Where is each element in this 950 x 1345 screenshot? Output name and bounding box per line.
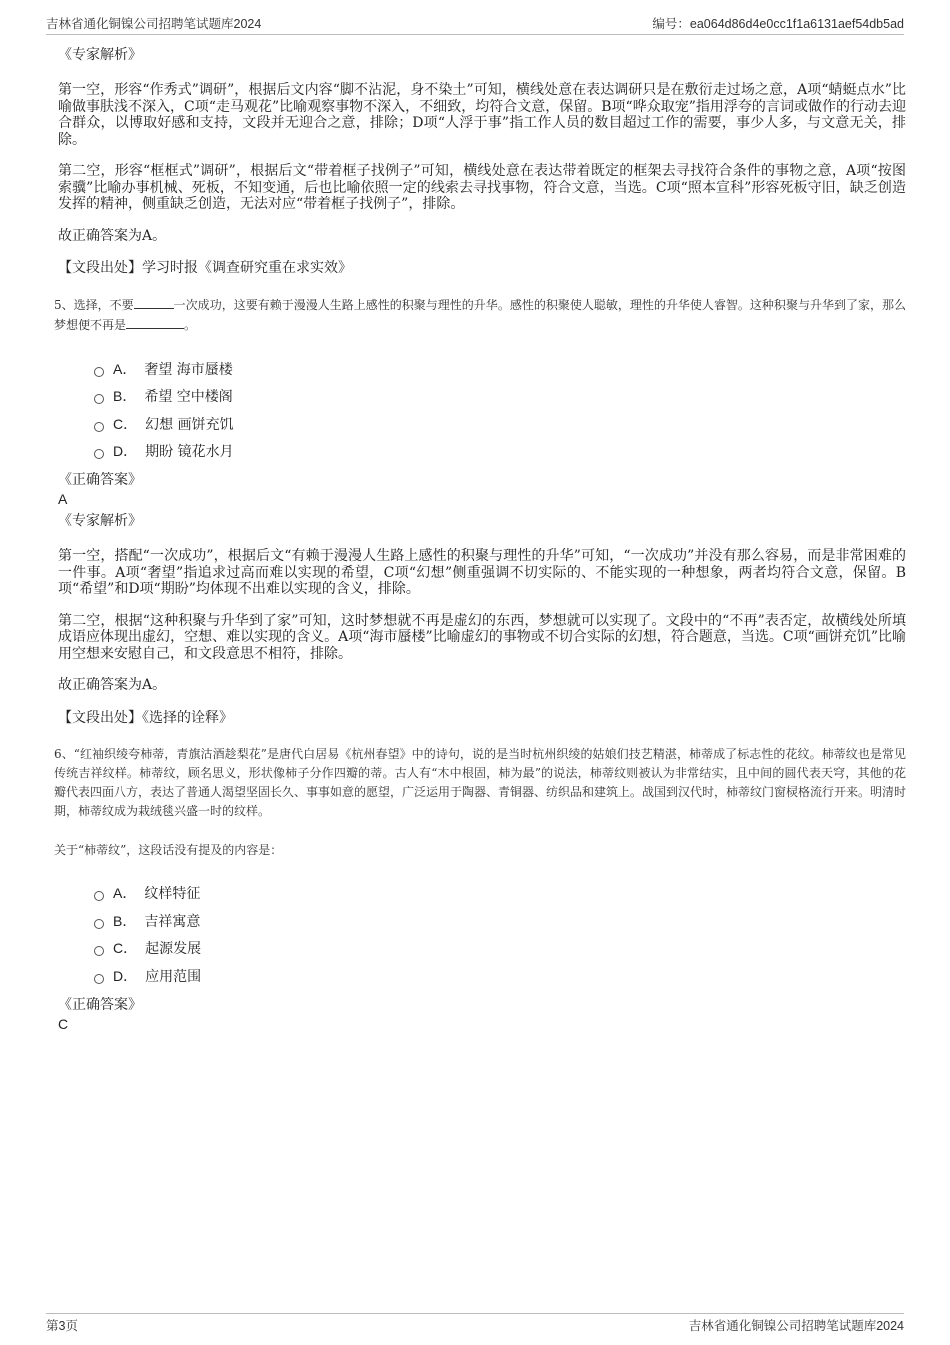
q5-analysis-label: 《专家解析》: [58, 513, 142, 529]
q5-options: [94, 355, 906, 465]
q6-question: 关于“柿蒂纹”，这段话没有提及的内容是：: [54, 842, 283, 857]
header-title: 吉林省通化铜镍公司招聘笔试题库2024: [46, 17, 262, 31]
page-footer: [46, 1313, 904, 1334]
q5-analysis-p1: 第一空，搭配“一次成功”，根据后文“有赖于漫漫人生路上感性的积聚与理性的升华”可知，“一次成功”并没有那么容易，而是非常困难的一件事。A项“奢望”指追求过高而难以实现的希望，C项“幻想”侧重强调不切实际的、不能实现的一种想象，两者均符合文意，保留。B项“希望”和D项“期盼”均体现不出难以实现的含义，排除。: [58, 548, 906, 597]
q5-option-b[interactable]: B． 希望 空中楼阁: [94, 383, 906, 411]
q6-answer: C: [58, 1015, 69, 1032]
q5-option-d[interactable]: D． 期盼 镜花水月: [94, 438, 906, 466]
q4-analysis-p2: 第二空，形容“框框式”调研”，根据后文“带着框子找例子”可知，横线处意在表达带着既定的框架去寻找符合条件的事物之意，A项“按图索骥”比喻办事机械、死板，不知变通，后也比喻依照一定的线索去寻找事物，符合文意，当选。C项“照本宣科”形容死板守旧，缺乏创造发挥的精神，侧重缺乏创造，无法对应“带着框子找例子”，排除。: [58, 163, 906, 212]
radio-icon[interactable]: [94, 449, 104, 459]
header-serial: 编号：ea064d86d4e0cc1f1a6131aef54db5ad: [652, 17, 904, 31]
q6-option-c[interactable]: C． 起源发展: [94, 935, 906, 963]
q5-stem: 5、选择，不要 一次成功，这要有赖于漫漫人生路上感性的积聚与理性的升华。感性的积聚使人聪敏，理性的升华使人睿智。这种积聚与升华到了家，那么梦想便不再是 。: [54, 295, 906, 335]
q5-blank-2: [126, 315, 184, 329]
q5-blank-1: [134, 295, 174, 309]
page-number: 第3页: [46, 1319, 78, 1333]
page-header: [46, 14, 904, 35]
radio-icon[interactable]: [94, 422, 104, 432]
radio-icon[interactable]: [94, 367, 104, 377]
q5-answer: A: [58, 491, 68, 507]
page-content: [54, 46, 907, 1037]
q6-options: [94, 880, 906, 990]
q6-option-a[interactable]: A． 纹样特征: [94, 880, 906, 908]
radio-icon[interactable]: [94, 946, 104, 956]
q5-conclusion: 故正确答案为A。: [58, 677, 167, 693]
q5-analysis-p2: 第二空，根据“这种积聚与升华到了家”可知，这时梦想就不再是虚幻的东西，梦想就可以实现了。文段中的“不再”表否定，故横线处所填成语应体现出虚幻，空想、难以实现的含义。A项“海市蜃楼”比喻虚幻的事物或不切合实际的幻想，符合题意，当选。C项“画饼充饥”比喻用空想来安慰自己，和文段意思不相符，排除。: [58, 612, 906, 662]
q6-stem: 6、“红袖织绫夸柿蒂，青旗沽酒趁梨花”是唐代白居易《杭州春望》中的诗句，说的是当时杭州织绫的姑娘们技艺精湛，柿蒂成了标志性的花纹。柿蒂纹也是常见传统吉祥纹样。柿蒂纹，顾名思义，形状像柿子分作四瓣的蒂。古人有“木中根固，柿为最”的说法，柿蒂纹则被认为非常结实，且中间的圆代表天穹，其他的花瓣代表四面八方，表达了普通人渴望坚固长久、事事如意的愿望，广泛运用于陶器、青铜器、纺织品和建筑上。战国到汉代时，柿蒂纹门窗棂格流行开来。明清时期，柿蒂纹成为栽绒毯兴盛一时的纹样。: [54, 746, 907, 818]
q5-answer-label: 《正确答案》: [58, 472, 142, 488]
q6-answer-label: 《正确答案》: [58, 996, 142, 1013]
radio-icon[interactable]: [94, 919, 104, 929]
q6-option-d[interactable]: D． 应用范围: [94, 962, 906, 990]
radio-icon[interactable]: [94, 891, 104, 901]
q4-analysis-label: 《专家解析》: [58, 47, 142, 63]
radio-icon[interactable]: [94, 974, 104, 984]
q5-source: 【文段出处】《选择的诠释》: [58, 709, 233, 726]
radio-icon[interactable]: [94, 394, 104, 404]
q6-option-b[interactable]: B． 吉祥寓意: [94, 907, 906, 935]
footer-title: 吉林省通化铜镍公司招聘笔试题库2024: [688, 1319, 904, 1333]
q4-source: 【文段出处】学习时报《调查研究重在求实效》: [58, 260, 352, 276]
q4-conclusion: 故正确答案为A。: [58, 227, 167, 244]
q5-option-a[interactable]: A． 奢望 海市蜃楼: [94, 355, 906, 383]
q5-option-c[interactable]: C． 幻想 画饼充饥: [94, 410, 906, 438]
q4-analysis-p1: 第一空，形容“作秀式”调研”，根据后文内容“脚不沾泥，身不染土”可知，横线处意在表达调研只是在敷衍走过场之意，A项“蜻蜓点水”比喻做事肤浅不深入，C项“走马观花”比喻观察事物不深入，不细致，均符合文意，保留。B项“哗众取宠”指用浮夸的言词或做作的行动去迎合群众，以博取好感和支持，文段并无迎合之意，排除；D项“人浮于事”指工作人员的数目超过工作的需要，事少人多，与文意无关，排除。: [58, 82, 906, 148]
